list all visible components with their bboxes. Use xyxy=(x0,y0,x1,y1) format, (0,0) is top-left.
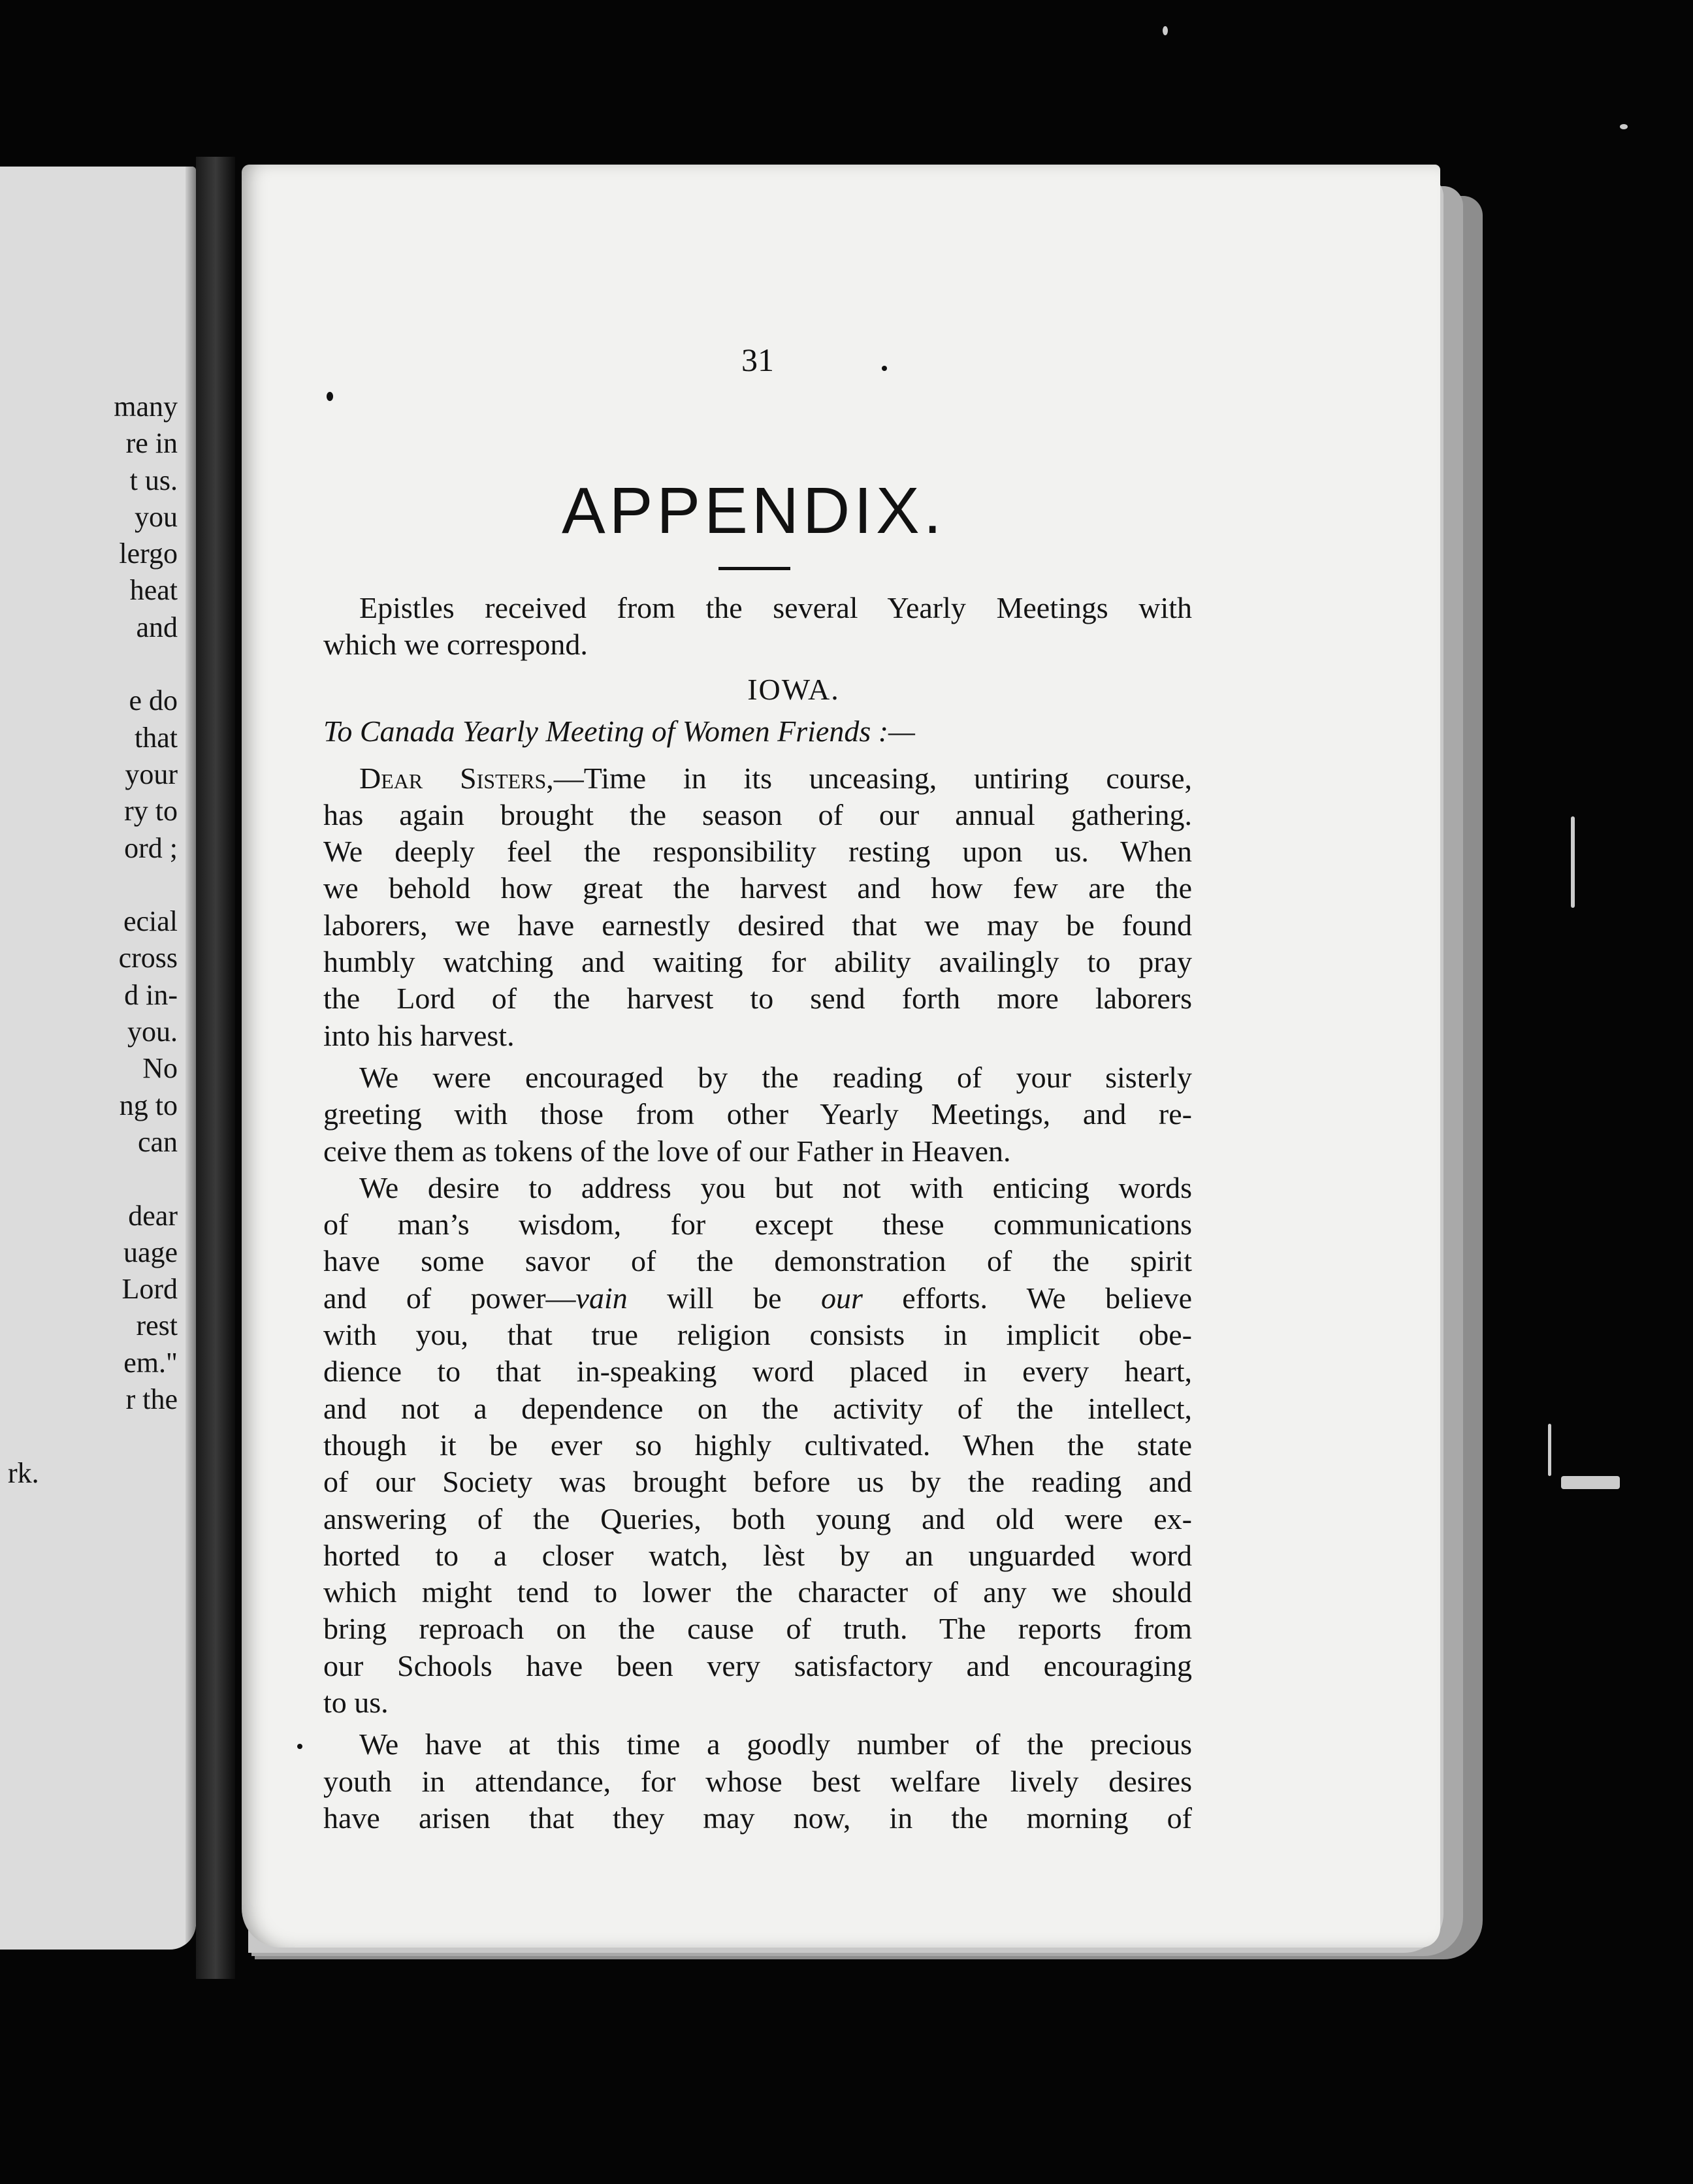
page-number: 31 xyxy=(741,342,774,378)
previous-page-line: d in- xyxy=(124,978,178,1011)
paragraph-line: dience to that in-speaking word placed in every heart, xyxy=(323,1355,1192,1389)
paragraph-line: have arisen that they may now, in the morning of xyxy=(323,1801,1192,1835)
previous-page-line: heat xyxy=(129,574,178,607)
previous-page-line: re in xyxy=(125,427,178,460)
page-body xyxy=(323,590,1192,1837)
paragraph-line: We have at this time a goodly number of the precious xyxy=(359,1727,1192,1761)
paragraph-line xyxy=(323,1280,1192,1317)
line-text: and of power— xyxy=(323,1281,576,1315)
section-heading: IOWA. xyxy=(747,672,840,706)
previous-page-line: many xyxy=(114,391,178,423)
previous-page-gutter-shadow xyxy=(185,167,196,1950)
scan-speck xyxy=(1163,26,1168,35)
previous-page-line: cross xyxy=(118,942,178,974)
previous-page-line: you xyxy=(135,500,178,533)
paragraph-line: have some savor of the demonstration of the spirit xyxy=(323,1244,1192,1278)
paragraph-line: to us. xyxy=(323,1686,389,1720)
previous-page-line: can xyxy=(137,1125,178,1158)
paragraph-line: answering of the Queries, both young and old were ex- xyxy=(323,1502,1192,1535)
previous-page-line: lergo xyxy=(119,538,178,570)
paragraph-line: youth in attendance, for whose best welfare lively desires xyxy=(323,1764,1192,1798)
paragraph-line: we behold how great the harvest and how few are the xyxy=(323,871,1192,905)
previous-page-line: and xyxy=(136,611,178,643)
paragraph-line: of man’s wisdom, for except these communications xyxy=(323,1208,1192,1242)
paragraph-line: though it be ever so highly cultivated. When the state xyxy=(323,1428,1192,1462)
paragraph-line: ceive them as tokens of the love of our Father in Heaven. xyxy=(323,1134,1011,1168)
previous-page-line: Lord xyxy=(121,1273,178,1306)
paragraph-line: has again brought the season of our annual gathering. xyxy=(323,797,1192,831)
previous-page-line: No xyxy=(142,1052,178,1085)
previous-page-line: dear xyxy=(128,1199,178,1232)
previous-page-line: rest xyxy=(136,1309,178,1342)
paragraph-line: We desire to address you but not with enticing words xyxy=(359,1170,1192,1204)
previous-page-line: r the xyxy=(125,1383,178,1416)
previous-page-line: ng to xyxy=(119,1089,178,1121)
previous-page-line: rk. xyxy=(8,1456,39,1489)
previous-page-line: uage xyxy=(123,1236,178,1268)
intro-line: which we correspond. xyxy=(323,628,588,662)
paragraph-line: with you, that true religion consists in implicit obe- xyxy=(323,1318,1192,1352)
intro-line: Epistles received from the several Yearly Meetings with xyxy=(359,591,1192,624)
scan-speck xyxy=(1561,1476,1620,1489)
scan-speck xyxy=(1571,816,1575,908)
previous-page-line: ord ; xyxy=(124,831,178,864)
line-text: efforts. We believe xyxy=(862,1281,1192,1315)
scan-speck xyxy=(1620,124,1628,129)
scan-speck xyxy=(327,392,333,401)
paragraph-line xyxy=(323,760,1192,797)
paragraph-line: horted to a closer watch, lèst by an unguarded word xyxy=(323,1538,1192,1572)
paragraph-gap xyxy=(323,1721,1192,1726)
page-title: APPENDIX. xyxy=(562,474,946,547)
paragraph-gap xyxy=(323,1054,1192,1059)
paragraph-line: and not a dependence on the activity of the intellect, xyxy=(323,1391,1192,1425)
opening-words: Dear Sisters, xyxy=(359,761,554,795)
italic-word: vain xyxy=(575,1281,628,1315)
scan-speck xyxy=(297,1744,302,1749)
paragraph-line: bring reproach on the cause of truth. The reports from xyxy=(323,1612,1192,1646)
paragraph-line: our Schools have been very satisfactory and encouraging xyxy=(323,1648,1192,1682)
previous-page-text xyxy=(8,389,178,1492)
previous-page-line xyxy=(8,1161,178,1197)
previous-page-line: your xyxy=(125,758,178,790)
paragraph-line: of our Society was brought before us by the reading and xyxy=(323,1465,1192,1499)
italic-word: our xyxy=(820,1281,863,1315)
paragraph-line: into his harvest. xyxy=(323,1018,515,1052)
previous-page-line: you. xyxy=(127,1016,178,1048)
previous-page-line: that xyxy=(135,721,178,754)
title-rule xyxy=(718,567,790,570)
previous-page-line: e do xyxy=(129,684,178,717)
paragraph-line: laborers, we have earnestly desired that we may be found xyxy=(323,908,1192,942)
previous-page-line: em." xyxy=(123,1346,178,1379)
line-text: —Time in its unceasing, untiring course, xyxy=(553,761,1192,795)
previous-page xyxy=(0,167,196,1950)
line-text: will be xyxy=(627,1281,821,1315)
previous-page-line: ecial xyxy=(123,905,178,938)
paragraph-line: humbly watching and waiting for ability availingly to pray xyxy=(323,945,1192,979)
previous-page-line xyxy=(8,1418,178,1454)
previous-page-line: t us. xyxy=(129,464,178,496)
scan-speck xyxy=(882,366,887,371)
scan-speck xyxy=(1548,1424,1551,1476)
paragraph-line: greeting with those from other Yearly Meetings, and re- xyxy=(323,1097,1192,1131)
book-gutter xyxy=(196,157,235,1979)
previous-page-line xyxy=(8,646,178,682)
paragraph-line: We deeply feel the responsibility resting upon us. When xyxy=(323,835,1192,869)
paragraph-line: the Lord of the harvest to send forth more laborers xyxy=(323,982,1192,1016)
paragraph-line: which might tend to lower the character of any we should xyxy=(323,1575,1192,1609)
paragraph-line: We were encouraged by the reading of your sisterly xyxy=(359,1060,1192,1094)
previous-page-line xyxy=(8,867,178,903)
previous-page-line: ry to xyxy=(124,795,178,827)
salutation: To Canada Yearly Meeting of Women Friends :— xyxy=(323,714,915,748)
